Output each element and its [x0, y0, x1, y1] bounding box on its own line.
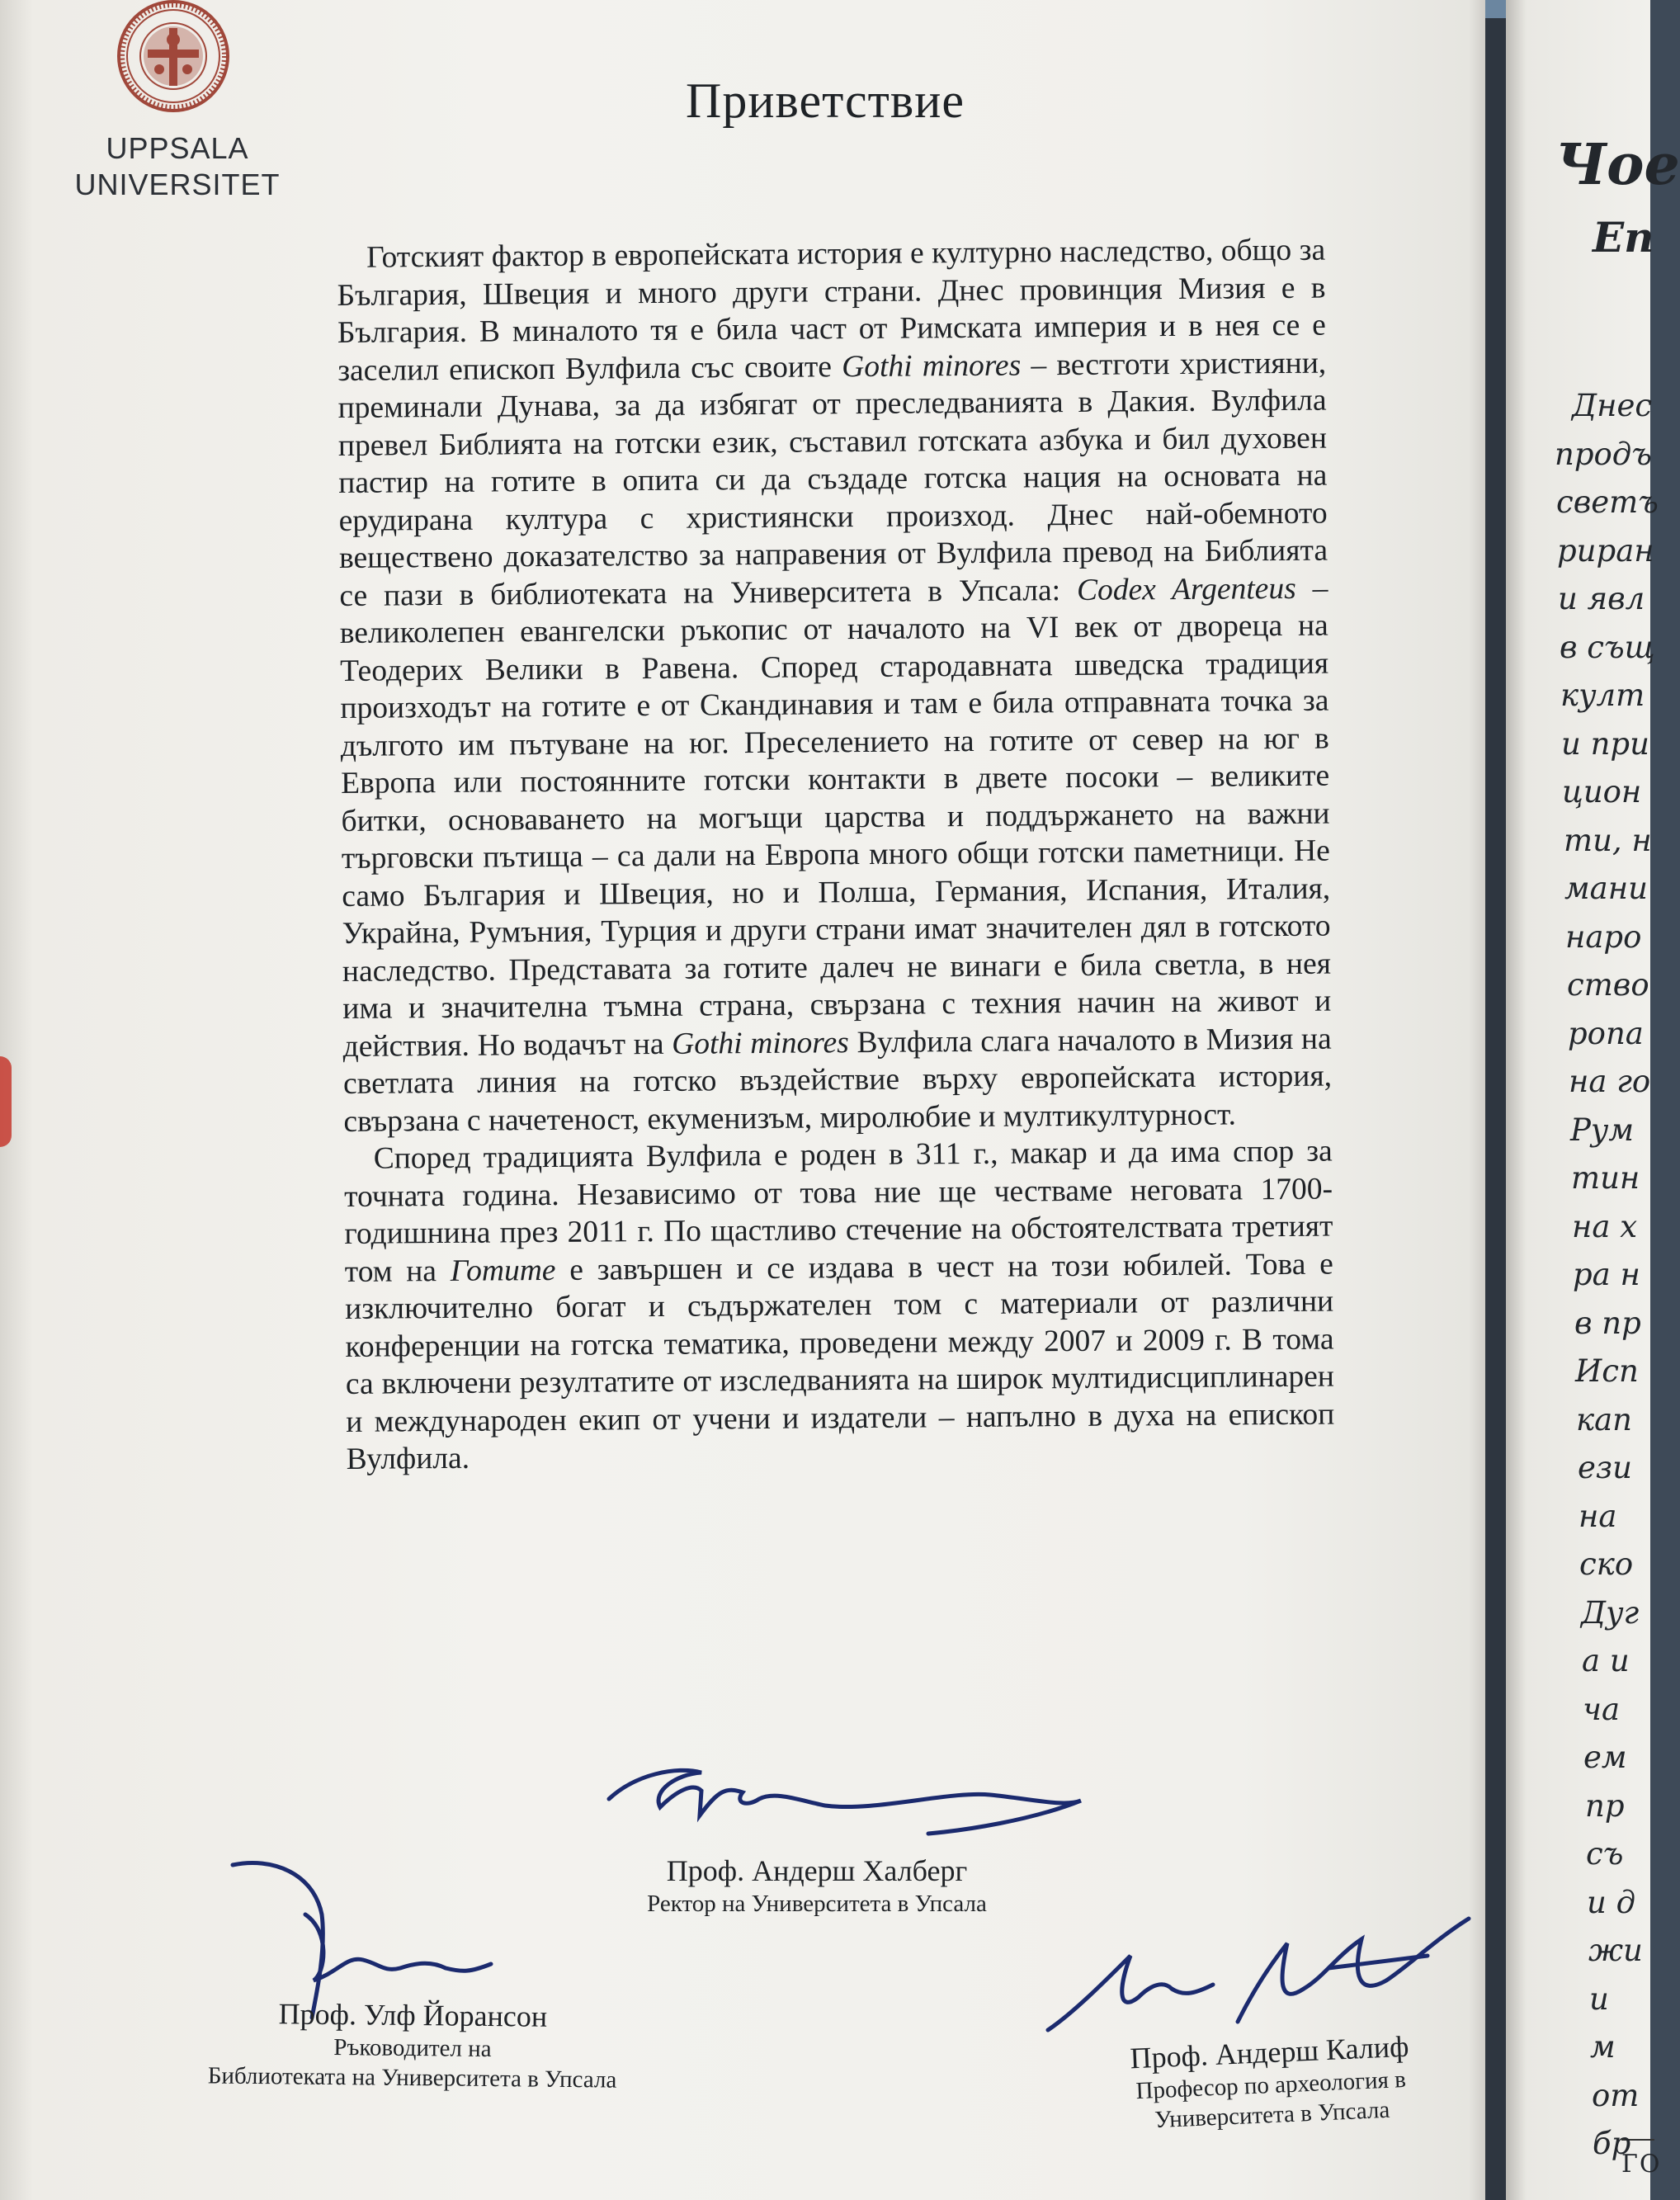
right-text-line: светъ	[1556, 484, 1659, 520]
page-title: Приветствие	[686, 73, 965, 128]
right-text-line: ча	[1583, 1691, 1621, 1727]
right-text-line: на	[1579, 1498, 1617, 1534]
right-text-line: бр	[1593, 2126, 1631, 2161]
signatory-librarian	[144, 1995, 681, 2096]
signatory-name: Проф. Улф Йорансон	[278, 1997, 548, 2033]
right-text-line: на го	[1569, 1064, 1651, 1099]
right-text-line: от	[1592, 2077, 1640, 2113]
paragraph-1: Готският фактор в европейската история е културно наследство, общо за България, Швеция и много други страни. Днес провинция Мизия е в България. В миналото тя е била част от Римската империя и в нея се е заселил епископ Вулфила със своите Gothi minores – вестготи християни, преминали Дунава, за да избягат от преследванията в Дакия. Вулфила превел Библията на готски език, съставил готската азбука и бил духовен пастир на готите в опита си да създаде готска нация на основата на ерудирана култура с християнски произход. Днес най-обемното веществено доказателство за направения от Вулфила превод на Библията се пази в библиотеката на Университета в Упсала: Codex Argenteus – великолепен евангелски ръкопис от началото на VI век от двореца на Теодерих Велики в Равена. Според стародавната шведска традиция произходът на готите е от Скандинавия и там е била отправната точка за дългото им пътуване на юг. Преселението на готите от север на юг в Европа или постоянните готски контакти в двете посоки – великите битки, основаването на могъщи царства и поддържането на важни търговски пътища – са дали на Европа много общи готски паметници. Не само България и Швеция, но и Полша, Германия, Испания, Италия, Украйна, Румъния, Турция и други страни имат значителен дял в готското наследство. Представата за готите далеч не винаги е била светла, в нея има и значителна тъмна страна, свързана с техния начин на живот и действия. Но водачът на Gothi minores Вулфила слага началото в Мизия на светлата линия на готско въздействие върху европейската история, свързана с начетеност, екуменизъм, миролюбие и мултикултурност.	[337, 233, 1333, 1139]
university-name: UPPSALA UNIVERSITET	[74, 131, 281, 201]
right-text-line: и при	[1561, 725, 1649, 762]
right-text-line: мани	[1564, 871, 1648, 906]
right-text-line: продъ	[1555, 436, 1652, 472]
right-page-text	[1506, 0, 1680, 2200]
right-text-line: наро	[1565, 918, 1642, 955]
right-text-line: Дуг	[1581, 1594, 1640, 1631]
right-text-line: жи	[1588, 1933, 1643, 1968]
right-heading-1: Чое	[1555, 132, 1680, 198]
right-text-line: Днес	[1572, 388, 1653, 423]
signatory-role: Библиотеката на Университета в Упсала	[207, 2062, 617, 2094]
paragraph-2: Според традицията Вулфила е роден в 311 г., макар и да има спор за точната година. Независимо от това ние ще честваме неговата 1700-годишнина през 2011 г. По щастливо стечение на обстоятелствата третият том на Готите е завършен и се издава в чест на този юбилей. Това е изключително богат и съдържателен том с материали от различни конференции на готска тематика, проведени между 2007 и 2009 г. В тома са включени резултатите от изследванията на широк мултидисциплинарен и международен екип от учени и издатели – напълно в духа на епископ Вулфила.	[343, 1134, 1335, 1476]
right-text-line: ем	[1583, 1740, 1627, 1775]
right-text-line: ти, н	[1564, 822, 1652, 858]
signatory-role: Ректор на Университета в Упсала	[647, 1891, 987, 1917]
signatory-role: Ръководител на	[333, 2033, 492, 2063]
right-text-line: риран	[1557, 532, 1654, 569]
right-text-line: цион	[1562, 774, 1642, 810]
right-text-line: ско	[1579, 1546, 1634, 1582]
right-text-line: в пр	[1574, 1305, 1641, 1341]
right-text-line: Исп	[1575, 1353, 1639, 1389]
right-text-line: а и	[1582, 1643, 1630, 1678]
right-text-line: пр	[1585, 1787, 1625, 1824]
signatory-name: Проф. Андерш Калиф	[1129, 2029, 1410, 2075]
signatory-name: Проф. Андерш Халберг	[666, 1854, 968, 1887]
right-text-line: ези	[1578, 1450, 1632, 1485]
right-text-line: на х	[1572, 1208, 1638, 1244]
right-text-line: и д	[1587, 1884, 1636, 1920]
page-gutter	[1485, 0, 1506, 2200]
right-text-line: тин	[1571, 1160, 1640, 1196]
signatory-role: Университета в Упсала	[1154, 2096, 1390, 2134]
signatory-role: Професор по археология в	[1135, 2065, 1407, 2105]
right-text-line: кап	[1576, 1401, 1632, 1438]
right-footer: ГО	[1621, 2150, 1662, 2179]
right-text-line: ство	[1567, 967, 1649, 1003]
right-text-line: и	[1589, 1980, 1609, 2017]
right-text-line: култ	[1560, 677, 1645, 713]
greeting-text	[337, 232, 1335, 1479]
right-heading-2: Еп	[1593, 213, 1654, 262]
right-text-line: съ	[1586, 1836, 1624, 1872]
right-text-line: и явл	[1558, 581, 1645, 616]
right-text-line: в същ	[1560, 629, 1655, 665]
right-text-line: ропа	[1568, 1015, 1644, 1051]
signatory-archaeologist	[1079, 2026, 1463, 2138]
uppsala-seal-logo	[111, 0, 235, 124]
right-text-line: м	[1590, 2029, 1616, 2065]
signatory-rector	[578, 1853, 1056, 1919]
finger-edge	[0, 1056, 12, 1147]
right-text-line: Рум	[1570, 1112, 1635, 1148]
right-page	[1506, 0, 1680, 2200]
right-text-line: ра н	[1573, 1257, 1640, 1292]
rector-signature	[602, 1741, 1097, 1848]
archaeology-signature	[1040, 1906, 1485, 2047]
